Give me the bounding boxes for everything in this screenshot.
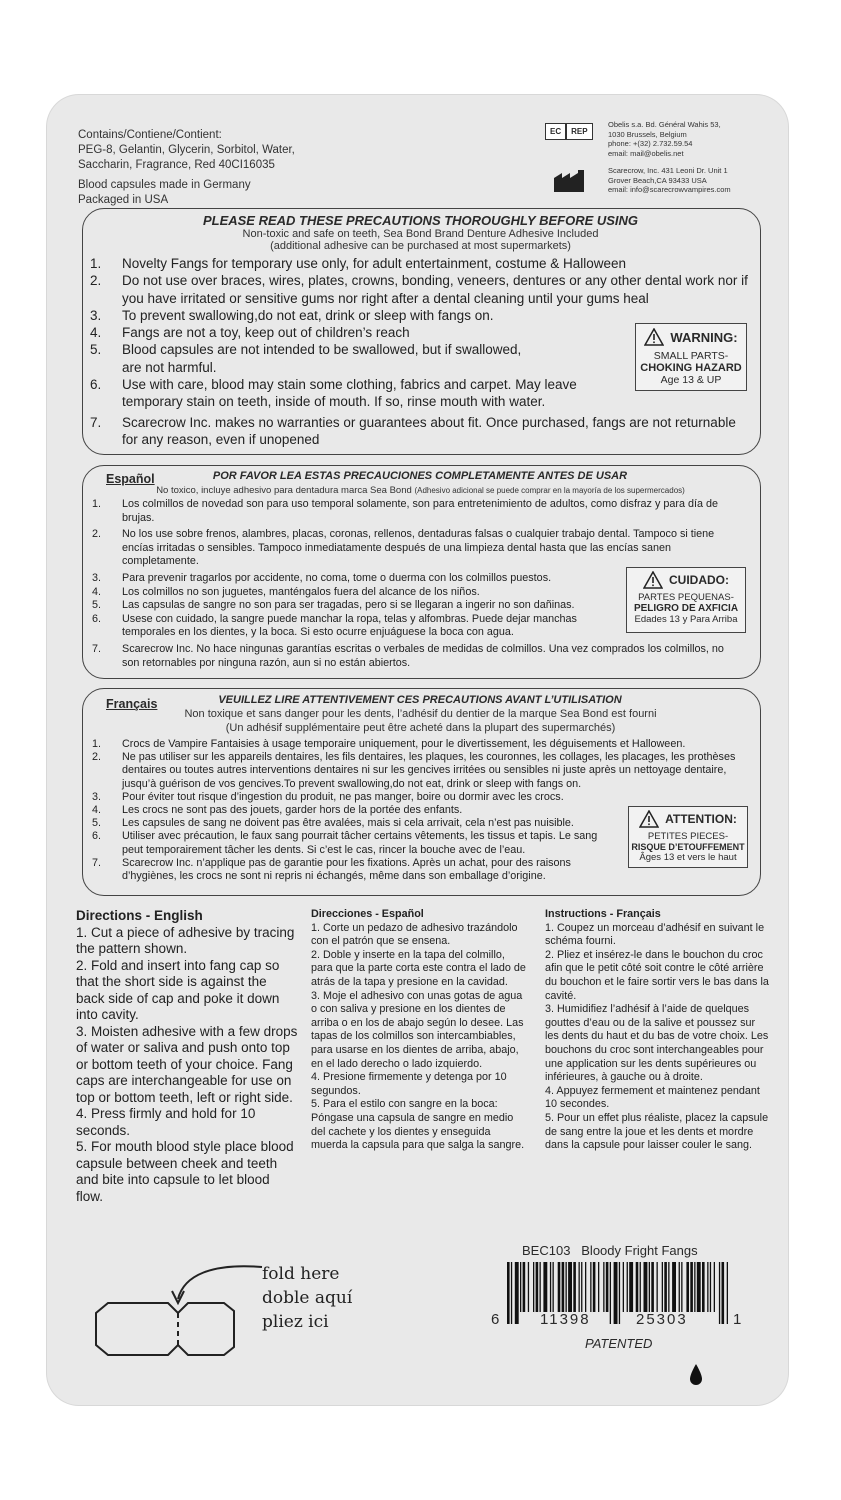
barcode-bar xyxy=(710,1262,711,1312)
barcode-bar xyxy=(528,1262,529,1312)
warning-title: WARNING: xyxy=(670,329,738,345)
barcode-bar xyxy=(603,1262,604,1312)
barcode-digits-right: 25303 xyxy=(636,1311,688,1328)
french-subtitle: (Un adhésif supplémentaire peut être acheté dans la plupart des supermarchés) xyxy=(225,722,616,734)
direction-step: 4. Appuyez fermement et maintenez pendant 10 secondes. xyxy=(545,1084,760,1111)
barcode-bar xyxy=(657,1262,658,1312)
direction-step: 5. Para el estilo con sangre en la boca: Póngase una capsula de sangre en medio del cachete y los dientes y enseguida muerda la capsula para que salga la sangre. xyxy=(311,1098,525,1152)
barcode-bar xyxy=(640,1262,641,1312)
warning-line: PETITES PIECES- xyxy=(647,831,729,842)
barcode-bar xyxy=(568,1262,572,1312)
warning-line: CHOKING HAZARD xyxy=(640,362,742,374)
warning-line: Age 13 & UP xyxy=(660,374,722,386)
barcode-bar xyxy=(590,1262,591,1312)
warning-line: Âges 13 et vers le haut xyxy=(639,852,737,863)
english-subtitle: Non-toxic and safe on teeth, Sea Bond Brand Denture Adhesive Included xyxy=(242,228,599,240)
barcode-bar xyxy=(702,1262,705,1312)
list-item: 5. Les capsules de sang ne doivent pas être avalées, mais si cela arrivait, cela n’est pas nuisible. xyxy=(92,817,574,830)
barcode-bar xyxy=(579,1262,580,1312)
barcode-bar xyxy=(511,1262,512,1324)
adhesive-pattern-diagram xyxy=(92,1255,272,1365)
barcode-bar xyxy=(610,1262,611,1324)
direction-step: 3. Moisten adhesive with a few drops of water or saliva and push onto top or bottom teeth of your choice. Fang caps are interchangeable for use on top or bottom teeth, left or right side. xyxy=(76,1023,298,1105)
barcode-bar xyxy=(668,1262,669,1312)
directions-spanish xyxy=(311,908,529,1153)
barcode-bar xyxy=(649,1262,650,1312)
address-line: email: info@scarecrowvampires.com xyxy=(608,185,731,194)
warning-triangle-icon xyxy=(644,328,664,346)
barcode-bar xyxy=(679,1262,680,1312)
barcode-bar xyxy=(566,1262,567,1312)
barcode-bar xyxy=(523,1262,526,1312)
barcode-bar xyxy=(707,1262,708,1312)
list-item: 2. No los use sobre frenos, alambres, placas, coronas, rellenos, dentaduras falsas o cualquier trabajo dental. Tampoco si tiene encías irritadas o sensibles. Tampoco inmediatamente después de una limpieza dental hasta que las encías sanen completamente. xyxy=(92,528,715,568)
list-item: 3. To prevent swallowing,do not eat, drink or sleep with fangs on. xyxy=(90,307,494,323)
barcode-bar xyxy=(651,1262,654,1312)
ec-rep-label xyxy=(545,123,593,140)
address-line: phone: +(32) 2.732.59.54 xyxy=(608,139,693,148)
barcode-bar xyxy=(619,1262,620,1324)
barcode-bar xyxy=(520,1262,521,1312)
warning-triangle-icon xyxy=(643,571,663,589)
manufacturer-address xyxy=(608,166,778,195)
direction-step: 1. Cut a piece of adhesive by tracing the pattern shown. xyxy=(76,924,295,956)
warning-triangle-icon xyxy=(639,810,659,828)
list-item: 7. Scarecrow Inc. makes no warranties or guarantees about fit. Once purchased, fangs are not returnable for any reason, even if unopened xyxy=(90,414,736,447)
address-line: 1030 Brussels, Belgium xyxy=(608,129,687,139)
list-item: 7. Scarecrow Inc. n’applique pas de garantie pour les fixations. Après un achat, pour des raisons d’hygiènes, les crocs ne sont ni repris ni échangés, même dans son emballage d’origine. xyxy=(92,856,571,883)
directions-english xyxy=(76,908,298,1205)
spanish-label: Español xyxy=(106,472,155,486)
warning-line: Edades 13 y Para Arriba xyxy=(634,614,738,625)
barcode-bar xyxy=(714,1262,715,1312)
list-item: 4. Los colmillos no son juguetes, manténgalos fuera del alcance de los niños. xyxy=(92,585,480,598)
barcode-bar xyxy=(694,1262,695,1312)
french-precautions-title: VEUILLEZ LIRE ATTENTIVEMENT CES PRECAUTIONS AVANT L’UTILISATION xyxy=(218,694,622,706)
barcode-bar xyxy=(662,1262,663,1312)
barcode-bar xyxy=(672,1262,676,1312)
barcode-bar xyxy=(719,1262,720,1324)
spanish-subtitle: No toxico, incluye adhesivo para dentadura marca Sea Bond (Adhesivo adicional se puede comprar en la mayoría de los supermercados) xyxy=(156,485,685,496)
fold-line: doble aquí xyxy=(262,1288,353,1308)
warning-title: CUIDADO: xyxy=(669,573,729,587)
warning-line: PARTES PEQUENAS- xyxy=(638,592,734,603)
list-item: 1. Los colmillos de novedad son para uso temporal solamente, son para entretenimiento de adultos, como disfraz y para día de brujas. xyxy=(92,498,718,524)
list-item: 1. Crocs de Vampire Fantaisies à usage temporaire uniquement, pour le divertissement, les déguisements et Halloween. xyxy=(92,738,686,750)
barcode-bar xyxy=(681,1262,682,1312)
product-name: Bloody Fright Fangs xyxy=(581,1243,698,1258)
barcode-bar xyxy=(536,1262,539,1312)
barcode-bar xyxy=(627,1262,628,1312)
direction-step: 2. Fold and insert into fang cap so that the short side is against the back side of cap and poke it down into cavity. xyxy=(76,957,280,1022)
address-line: Obelis s.a. Bd. Général Wahis 53, xyxy=(608,120,721,129)
ingredients-line: Saccharin, Fragrance, Red 40CI16035 xyxy=(78,159,275,171)
barcode-bar xyxy=(533,1262,534,1312)
product-label xyxy=(522,1243,698,1258)
manufacturer-icon xyxy=(552,168,596,194)
barcode-bar xyxy=(558,1262,561,1312)
barcode-bar xyxy=(543,1262,547,1312)
list-item: 5. Blood capsules are not intended to be swallowed, but if swallowed, are not harmful. xyxy=(90,342,522,375)
fold-line: fold here xyxy=(262,1264,340,1284)
english-subtitle: (additional adhesive can be purchased at most supermarkets) xyxy=(270,240,571,252)
warning-line: SMALL PARTS- xyxy=(653,350,729,362)
barcode xyxy=(505,1262,730,1324)
barcode-bar xyxy=(697,1262,701,1312)
direction-step: 3. Humidifiez l’adhésif à l’aide de quelques gouttes d’eau ou de la salive et poussez sur les dents du haut et du bas de votre choix. Les bouchons du croc sont interchangeables pour une application sur les dents supérieures ou inférieures, à gauche ou à droite. xyxy=(545,1003,769,1084)
barcode-bar xyxy=(581,1262,582,1312)
direction-step: 3. Moje el adhesivo con unas gotas de agua o con saliva y presione en los dientes de arriba o en los de abajo según lo desee. Las tapas de los colmillos son intercambiables, para usarse en los dientes de arriba, abajo, en el lado derecho o lado izquierdo. xyxy=(311,989,524,1070)
barcode-bar xyxy=(623,1262,624,1312)
packaged-text: Packaged in USA xyxy=(78,194,169,206)
spanish-precautions-title: POR FAVOR LEA ESTAS PRECAUCIONES COMPLETAMENTE ANTES DE USAR xyxy=(212,470,628,482)
list-item: 7. Scarecrow Inc. No hace ningunas garantías escritas o verbales de medidas de colmillos. Una vez comprados los colmillos, no son retornables por ninguna razón, aun si no están abiertos. xyxy=(92,642,724,669)
product-code: BEC103 xyxy=(522,1243,571,1258)
warning-line: PELIGRO DE AXFICIA xyxy=(633,603,739,614)
address-line: email: mail@obelis.net xyxy=(608,148,684,158)
rep-label: REP xyxy=(566,123,592,140)
barcode-bar xyxy=(515,1262,519,1324)
list-item: 4. Fangs are not a toy, keep out of children’s reach xyxy=(90,325,410,341)
barcode-digit-first: 6 xyxy=(491,1311,500,1328)
list-item: 6. Use with care, blood may stain some clothing, fabrics and carpet. May leave temporary stain on teeth, inside of mouth. If so, rinse mouth with water. xyxy=(90,377,577,410)
barcode-bar xyxy=(722,1262,725,1324)
barcode-bar xyxy=(593,1262,596,1312)
direction-step: 2. Doble y inserte en la tapa del colmillo, para que la parte corta este contra el lado de atrás de la tapa y presione en la cavidad. xyxy=(311,948,526,988)
barcode-bar xyxy=(550,1262,551,1312)
french-subtitle: Non toxique et sans danger pour les dents, l’adhésif du dentier de la marque Sea Bond est fourni xyxy=(184,708,657,720)
barcode-digits-left: 11398 xyxy=(540,1311,591,1328)
fold-line: pliez ici xyxy=(262,1312,329,1332)
barcode-bar xyxy=(686,1262,689,1312)
barcode-bar xyxy=(598,1262,599,1312)
ingredients-block xyxy=(78,128,358,208)
warning-title: ATTENTION: xyxy=(665,812,737,826)
directions-title: Instructions - Français xyxy=(545,908,661,920)
barcode-bar xyxy=(629,1262,633,1312)
direction-step: 5. For mouth blood style place blood capsule between cheek and teeth and bite into capsule to let blood flow. xyxy=(76,1139,294,1204)
barcode-bar xyxy=(585,1262,586,1312)
address-line: Grover Beach,CA 93433 USA xyxy=(608,175,707,185)
list-item: 6. Usese con cuidado, la sangre puede manchar la ropa, telas y alfombras. Puede dejar manchas temporales en los dientes, y la boca. Si esto ocurre enjuáguese la boca con agua. xyxy=(92,612,577,639)
barcode-bar xyxy=(540,1262,541,1312)
barcode-bar xyxy=(644,1262,648,1312)
barcode-bar xyxy=(614,1262,618,1324)
barcode-bar xyxy=(553,1262,554,1312)
blood-drop-icon xyxy=(688,1362,704,1388)
list-item: 1. Novelty Fangs for temporary use only, for adult entertainment, costume & Halloween xyxy=(90,256,626,271)
french-label: Français xyxy=(106,697,158,711)
ingredients-line: PEG-8, Gelantin, Glycerin, Sorbitol, Water, xyxy=(78,144,295,156)
direction-step: 4. Presione firmemente y detenga por 10 segundos. xyxy=(311,1071,507,1097)
barcode-digit-last: 1 xyxy=(733,1311,742,1328)
list-item: 2. Do not use over braces, wires, plates, crowns, bonding, veneers, dentures or any other dental work nor if you have irritated or sensitive gums nor right after a dental cleaning until your gums heal xyxy=(90,273,748,306)
obelis-address xyxy=(608,120,778,158)
cuidado-warning xyxy=(626,567,746,633)
attention-warning xyxy=(628,806,748,868)
barcode-bar xyxy=(664,1262,667,1312)
barcode-bar xyxy=(636,1262,639,1312)
direction-step: 5. Pour un effet plus réaliste, placez la capsule de sang entre la joue et les dents et mordre dans la capsule pour laisser couler le sang. xyxy=(545,1111,769,1152)
barcode-bar xyxy=(727,1262,728,1324)
list-item: 3. Para prevenir tragarlos por accidente, no coma, tome o duerma con los colmillos puestos. xyxy=(92,571,552,584)
list-item: 5. Las capsulas de sangre no son para ser tragadas, pero si se llegaran a ingerir no son dañinas. xyxy=(92,599,575,612)
list-item: 3. Pour éviter tout risque d’ingestion du produit, ne pas manger, boire ou dormir avec les crocs. xyxy=(92,790,564,803)
directions-title: Direcciones - Español xyxy=(311,908,424,920)
barcode-bar xyxy=(507,1262,510,1324)
direction-step: 1. Corte un pedazo de adhesivo trazándolo con el patrón que se ensena. xyxy=(311,921,518,948)
warning-line: RISQUE D’ETOUFFEMENT xyxy=(631,842,745,852)
list-item: 6. Utiliser avec précaution, le faux sang pourrait tâcher certains vêtements, les tissus et tapis. Le sang peut temporairement tâcher les dents. Si c’est le cas, rincer la bouche avec de l’eau. xyxy=(92,830,598,856)
direction-step: 1. Coupez un morceau d’adhésif en suivant le schéma fourni. xyxy=(545,921,765,948)
direction-step: 4. Press firmly and hold for 10 seconds. xyxy=(76,1106,256,1138)
barcode-bar xyxy=(562,1262,565,1312)
address-line: Scarecrow, Inc. 431 Leoni Dr. Unit 1 xyxy=(608,166,728,175)
ingredients-line: Contains/Contiene/Contient: xyxy=(78,129,222,141)
list-item: 2. Ne pas utiliser sur les appareils dentaires, les fils dentaires, les plaques, les couronnes, les collages, les placages, les prothèses dentaires ou toutes autres interventions dentaires ni sur les gencives irritées ou sensibles ni juste après un nettoyage dentaire, jusqu’à guérison de vos gencives.To prevent swallowing,do not eat, drink or sleep with fangs on. xyxy=(92,751,736,790)
list-item: 4. Les crocs ne sont pas des jouets, garder hors de la portée des enfants. xyxy=(92,804,463,817)
fold-instruction xyxy=(262,1262,352,1334)
directions-title: Directions - English xyxy=(76,908,203,923)
ec-label: EC xyxy=(545,123,566,140)
direction-step: 2. Pliez et insérez-le dans le bouchon du croc afin que le petit côté soit contre le côté arrière du bouchon et le faire sortir vers le bas dans la cavité. xyxy=(545,948,769,1002)
english-precautions-title: PLEASE READ THESE PRECAUTIONS THOROUGHLY BEFORE USING xyxy=(202,213,639,228)
barcode-bar xyxy=(606,1262,609,1312)
patented-label: PATENTED xyxy=(585,1336,653,1351)
choking-warning xyxy=(635,323,747,391)
barcode-bar xyxy=(690,1262,693,1312)
barcode-bar xyxy=(573,1262,576,1312)
directions-french xyxy=(545,908,769,1153)
made-in-text: Blood capsules made in Germany xyxy=(78,179,251,191)
